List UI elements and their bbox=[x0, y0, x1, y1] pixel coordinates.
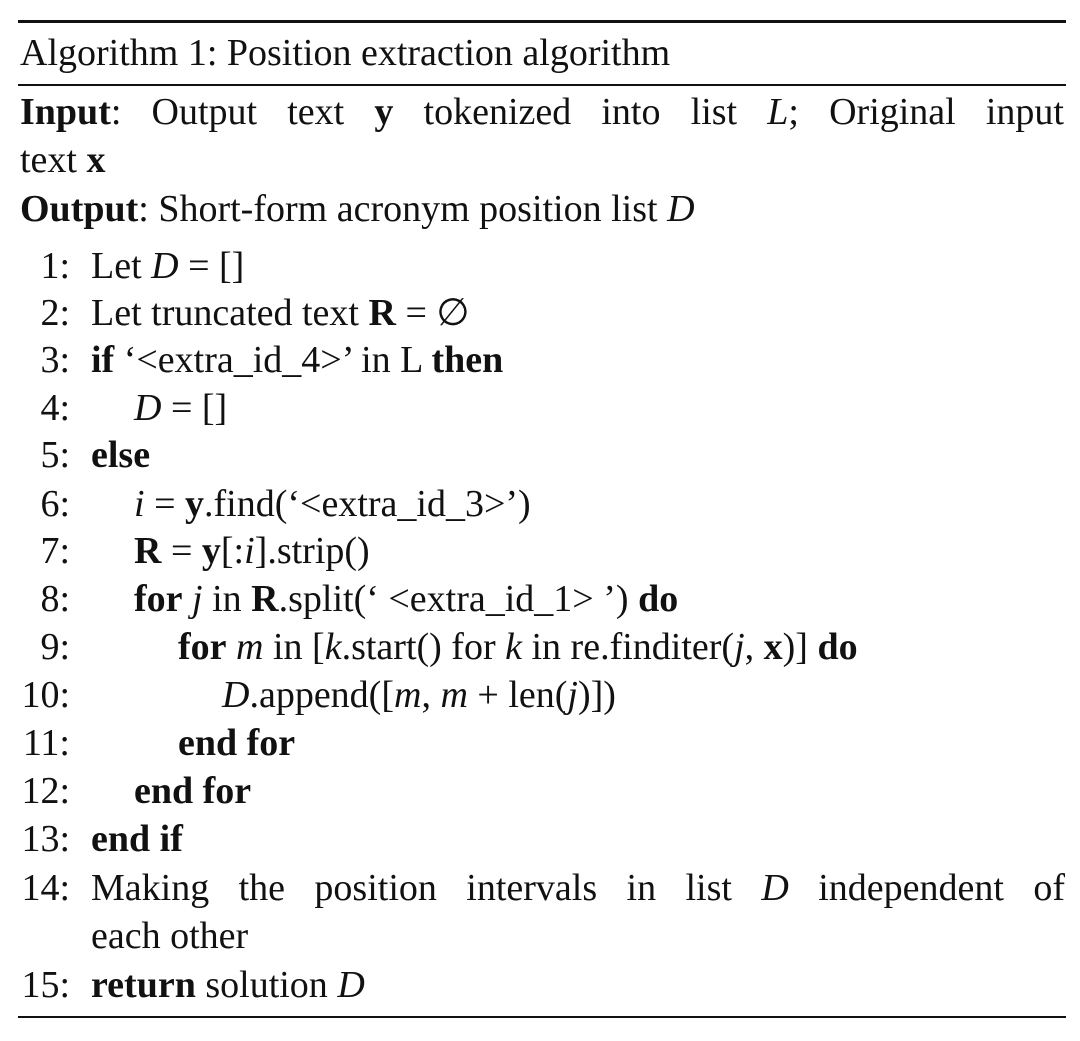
step-number: 9: bbox=[40, 626, 70, 668]
step-2 bbox=[0, 289, 1080, 337]
step-14-continued bbox=[0, 912, 1080, 960]
step-number: 10: bbox=[21, 674, 70, 716]
step-text: Making the position intervals in list D independent of bbox=[91, 867, 1065, 909]
step-text: Let D = [] bbox=[91, 245, 245, 287]
step-10 bbox=[0, 671, 1080, 719]
step-text: else bbox=[91, 434, 151, 476]
step-11 bbox=[0, 719, 1080, 767]
step-number: 12: bbox=[21, 770, 70, 812]
title-rule bbox=[18, 84, 1066, 86]
step-text: R = y[:i].strip() bbox=[134, 530, 370, 572]
step-12 bbox=[0, 767, 1080, 815]
step-14 bbox=[0, 864, 1080, 912]
step-1 bbox=[0, 242, 1080, 290]
step-number: 7: bbox=[40, 530, 70, 572]
step-number: 5: bbox=[40, 434, 70, 476]
bottom-rule bbox=[18, 1016, 1066, 1018]
step-text: i = y.find(‘<extra_id_3>’) bbox=[134, 483, 531, 525]
step-text: end for bbox=[178, 722, 296, 764]
step-4 bbox=[0, 384, 1080, 432]
step-number: 2: bbox=[40, 292, 70, 334]
step-number: 15: bbox=[21, 964, 70, 1006]
step-text: if ‘<extra_id_4>’ in L then bbox=[91, 339, 504, 381]
input-text: : Output text y tokenized into list L; Original input bbox=[110, 91, 1064, 133]
step-9 bbox=[0, 623, 1080, 671]
step-7 bbox=[0, 527, 1080, 575]
step-number: 1: bbox=[40, 245, 70, 287]
step-8 bbox=[0, 575, 1080, 623]
step-15 bbox=[0, 961, 1080, 1009]
step-text: for j in R.split(‘ <extra_id_1> ’) do bbox=[134, 578, 679, 620]
output-text: : Short-form acronym position list D bbox=[138, 188, 695, 230]
step-5 bbox=[0, 431, 1080, 479]
step-number: 4: bbox=[40, 387, 70, 429]
step-text: D = [] bbox=[134, 387, 228, 429]
step-text: end if bbox=[91, 818, 183, 860]
step-text: end for bbox=[134, 770, 252, 812]
step-number: 6: bbox=[40, 483, 70, 525]
step-number: 14: bbox=[21, 867, 70, 909]
step-3 bbox=[0, 336, 1080, 384]
step-number: 3: bbox=[40, 339, 70, 381]
input-label: Input bbox=[20, 91, 111, 133]
step-text: D.append([m, m + len(j)]) bbox=[222, 674, 616, 716]
step-13 bbox=[0, 815, 1080, 863]
step-number: 13: bbox=[21, 818, 70, 860]
step-text: Let truncated text R = ∅ bbox=[91, 292, 470, 334]
input-line bbox=[20, 88, 1064, 136]
step-number: 8: bbox=[40, 578, 70, 620]
output-line bbox=[20, 185, 1064, 233]
output-label: Output bbox=[20, 188, 139, 230]
step-text: return solution D bbox=[91, 964, 365, 1006]
algorithm-title: Algorithm 1: Position extraction algorithm bbox=[20, 32, 671, 74]
step-6 bbox=[0, 480, 1080, 528]
step-number: 11: bbox=[22, 722, 70, 764]
step-text-continued: each other bbox=[91, 915, 249, 957]
top-rule bbox=[18, 20, 1066, 23]
input-line-continued: text x bbox=[20, 139, 106, 181]
step-text: for m in [k.start() for k in re.finditer(j, x)] do bbox=[178, 626, 858, 668]
